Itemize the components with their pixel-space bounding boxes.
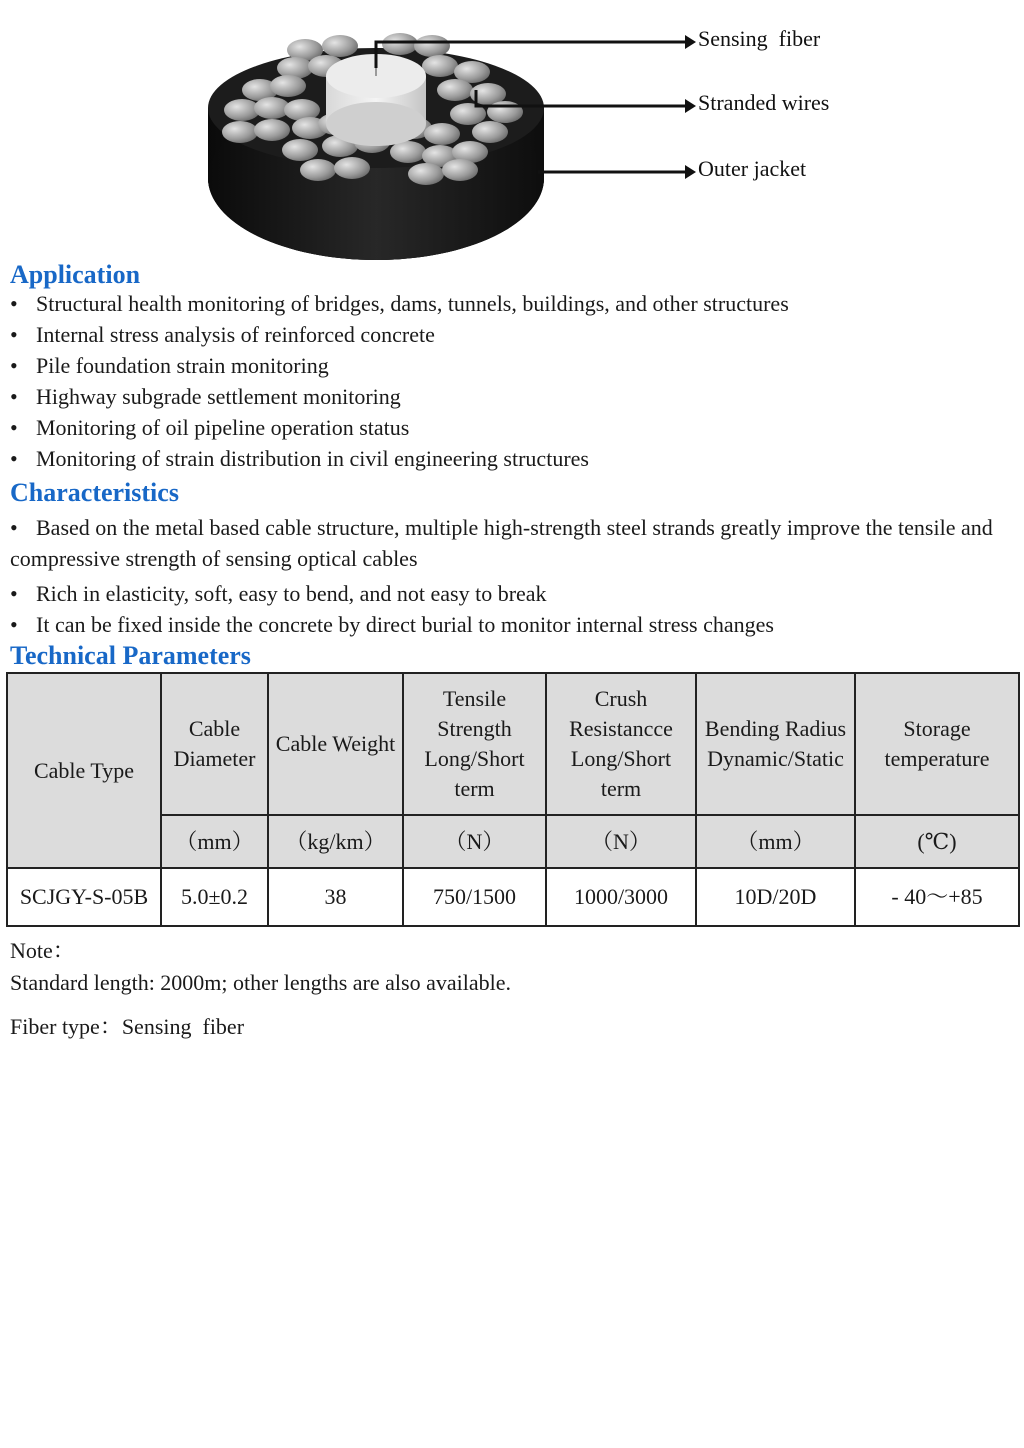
technical-parameters-heading: Technical Parameters <box>10 641 251 670</box>
table-header-row <box>7 673 1019 815</box>
application-list <box>10 288 1004 474</box>
list-item: • Monitoring of oil pipeline operation status <box>10 412 1004 443</box>
cell-cable-type: SCJGY-S-05B <box>7 868 161 926</box>
cable-cross-section-figure <box>200 28 900 268</box>
technical-parameters-table <box>6 672 1020 927</box>
list-item: • Pile foundation strain monitoring <box>10 350 1004 381</box>
note-label: Note： <box>10 938 75 963</box>
list-item: • Rich in elasticity, soft, easy to bend, and not easy to break <box>10 578 1004 609</box>
callout-sensing-fiber: Sensing fiber <box>698 26 821 51</box>
header-cable-diameter: Cable Diameter <box>161 673 268 815</box>
unit-cell: （mm） <box>161 815 268 868</box>
list-item: • It can be fixed inside the concrete by direct burial to monitor internal stress changes <box>10 609 1004 640</box>
cell-crush-resistance: 1000/3000 <box>546 868 696 926</box>
unit-cell: (℃) <box>855 815 1019 868</box>
header-cable-weight: Cable Weight <box>268 673 403 815</box>
callout-outer-jacket: Outer jacket <box>698 156 807 181</box>
cell-storage-temperature: - 40～+85 <box>855 868 1019 926</box>
characteristics-list <box>10 512 1004 640</box>
list-item: • Internal stress analysis of reinforced concrete <box>10 319 1004 350</box>
cell-bending-radius: 10D/20D <box>696 868 855 926</box>
header-storage-temperature: Storage temperature <box>855 673 1019 815</box>
unit-cell: （mm） <box>696 815 855 868</box>
characteristics-heading: Characteristics <box>10 478 179 507</box>
list-item: • Structural health monitoring of bridges, dams, tunnels, buildings, and other structures <box>10 288 1004 319</box>
header-crush-resistance: Crush Resistancce Long/Short term <box>546 673 696 815</box>
application-heading: Application <box>10 260 141 289</box>
cell-cable-weight: 38 <box>268 868 403 926</box>
list-item: • Monitoring of strain distribution in civil engineering structures <box>10 443 1004 474</box>
cell-cable-diameter: 5.0±0.2 <box>161 868 268 926</box>
callout-stranded-wires: Stranded wires <box>698 90 830 115</box>
cable-illustration <box>200 28 900 268</box>
list-item: • Highway subgrade settlement monitoring <box>10 381 1004 412</box>
note-standard-length: Standard length: 2000m; other lengths are also available. <box>10 970 511 995</box>
unit-cell: （N） <box>546 815 696 868</box>
unit-cell: （N） <box>403 815 546 868</box>
cell-tensile-strength: 750/1500 <box>403 868 546 926</box>
header-bending-radius: Bending Radius Dynamic/Static <box>696 673 855 815</box>
list-item: • Based on the metal based cable structure, multiple high-strength steel strands greatly improve the tensile and compressive strength of sensing optical cables <box>10 512 1004 574</box>
header-cable-type: Cable Type <box>7 673 161 868</box>
header-tensile-strength: Tensile Strength Long/Short term <box>403 673 546 815</box>
unit-cell: （kg/km） <box>268 815 403 868</box>
note-fiber-type: Fiber type：Sensing fiber <box>10 1014 245 1039</box>
table-row <box>7 868 1019 926</box>
